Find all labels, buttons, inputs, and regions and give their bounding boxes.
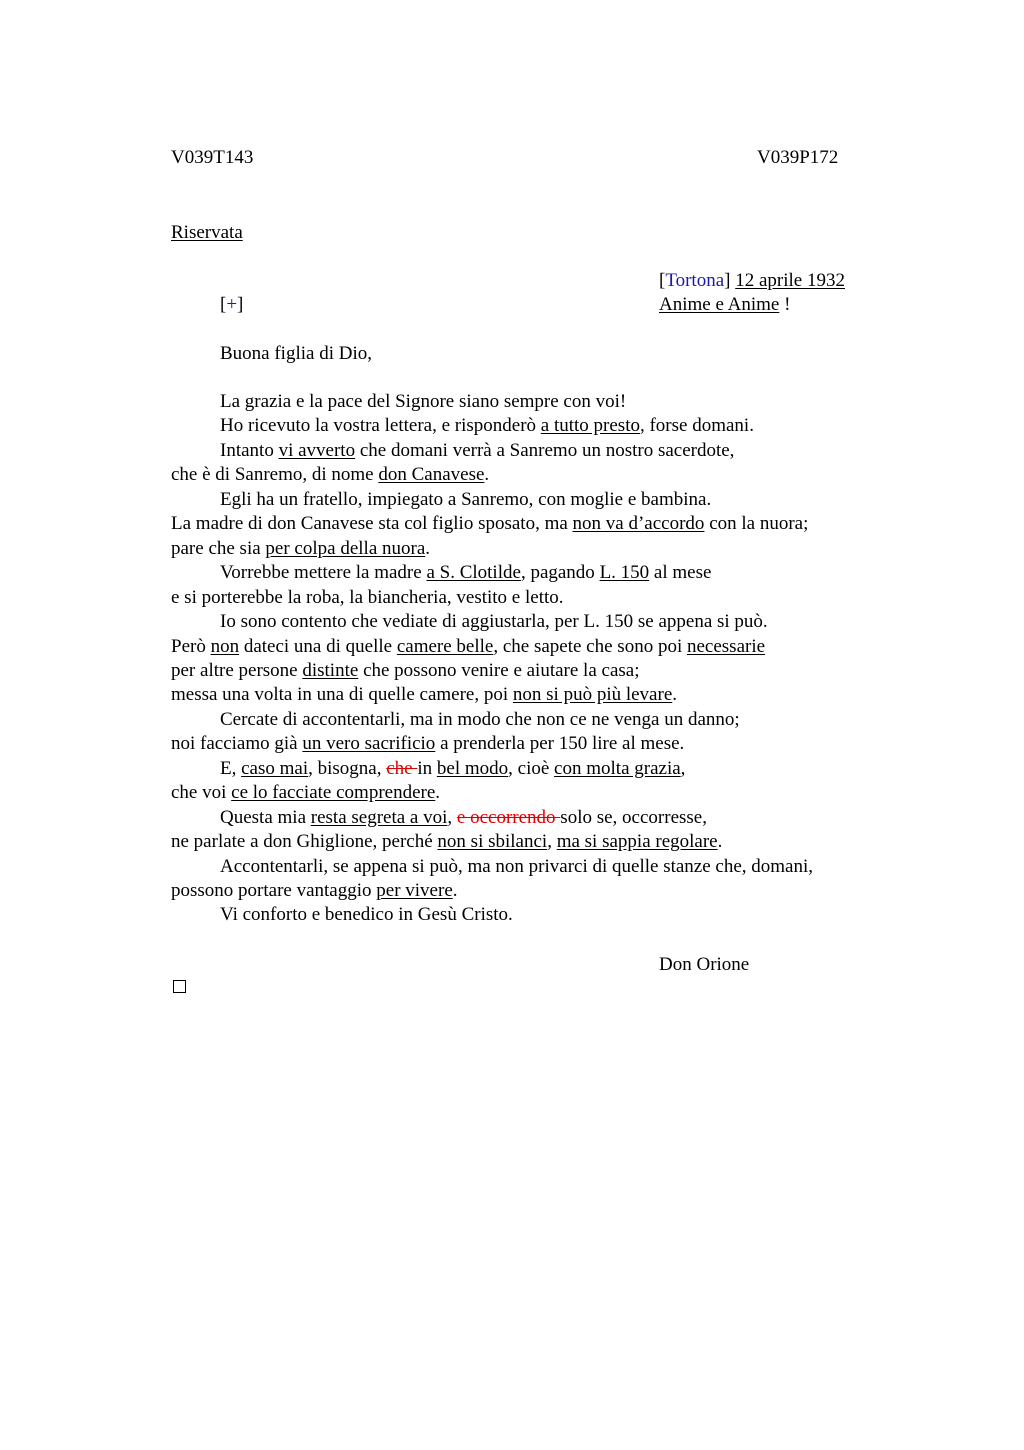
body-line (220, 708, 740, 732)
text-segment: a prenderla per 150 lire al mese. (435, 733, 685, 755)
place-name: Tortona (665, 270, 725, 291)
body-line (171, 683, 677, 707)
text-segment: E, (220, 757, 242, 779)
body-line (171, 635, 765, 659)
underlined-text: con molta grazia (554, 757, 681, 779)
text-segment: . (484, 464, 490, 486)
underlined-text: un vero sacrificio (302, 733, 436, 755)
text-segment: noi facciamo già (171, 733, 303, 755)
underlined-text: distinte (302, 659, 359, 681)
motto: Anime e Anime ! (659, 294, 791, 315)
text-segment: Intanto (220, 439, 279, 461)
text-segment: Egli ha un fratello, impiegato a Sanremo, con moglie e bambina. (220, 488, 712, 510)
text-segment: dateci una di quelle (239, 635, 397, 657)
underlined-text: non si sbilanci (437, 831, 548, 853)
body-line (171, 659, 640, 683)
underlined-text: L. 150 (599, 562, 650, 584)
text-segment: Vorrebbe mettere la madre (220, 562, 427, 584)
text-segment: per altre persone (171, 659, 303, 681)
text-segment: Ho ricevuto la vostra lettera, e risponderò (220, 415, 541, 437)
underlined-text: resta segreta a voi (310, 806, 448, 828)
body-line (220, 414, 754, 438)
body-line (220, 806, 707, 830)
text-segment: , pagando (520, 562, 600, 584)
text-segment: . (672, 684, 677, 706)
text-segment: Però (171, 635, 211, 657)
body-line (171, 463, 489, 487)
text-segment: , bisogna, (308, 757, 387, 779)
letter-date: 12 aprile 1932 (735, 270, 845, 291)
body-line (171, 537, 430, 561)
underlined-text: vi avverto (278, 439, 356, 461)
deleted-text: che (386, 757, 418, 779)
confidential-label: Riservata (171, 222, 243, 243)
text-segment: . (425, 537, 431, 559)
text-segment: Questa mia (220, 806, 311, 828)
underlined-text: non si può più levare (512, 684, 673, 706)
text-segment: messa una volta in una di quelle camere, poi (171, 684, 513, 706)
underlined-text: non va d’accordo (572, 513, 705, 535)
body-line (171, 732, 684, 756)
text-segment: al mese (649, 562, 712, 584)
text-segment: che domani verrà a Sanremo un nostro sacerdote, (355, 439, 735, 461)
text-segment: , (680, 757, 686, 779)
text-segment: . (435, 782, 441, 804)
place-date: [Tortona] 12 aprile 1932 (659, 270, 845, 291)
text-segment: La grazia e la pace del Signore siano sempre con voi! (220, 391, 627, 412)
body-line (171, 830, 722, 854)
end-marker (173, 980, 186, 993)
text-segment: con la nuora; (704, 513, 809, 535)
underlined-text: camere belle (396, 635, 494, 657)
text-segment: che è di Sanremo, di nome (171, 464, 379, 486)
text-segment: Cercate di accontentarli, ma in modo che non ce ne venga un danno; (220, 708, 740, 730)
text-segment: , che sapete che sono poi (493, 635, 687, 657)
salutation: Buona figlia di Dio, (220, 343, 372, 364)
text-segment: e si porterebbe la roba, la biancheria, vestito e letto. (171, 586, 564, 608)
text-segment: Io sono contento che vediate di aggiustarla, per L. 150 se appena si può. (220, 611, 768, 633)
underlined-text: don Canavese (378, 464, 485, 486)
body-line (171, 781, 440, 805)
underlined-text: ma si sappia regolare (556, 831, 718, 853)
body-line (220, 561, 711, 585)
underlined-text: per vivere (376, 880, 453, 901)
underlined-text: caso mai (241, 757, 309, 779)
text-segment: possono portare vantaggio (171, 880, 377, 901)
deleted-text: e occorrendo (456, 806, 561, 828)
text-segment: . (717, 831, 723, 853)
underlined-text: necessarie (686, 635, 766, 657)
text-segment: pare che sia (171, 537, 266, 559)
text-segment: in (417, 757, 437, 779)
underlined-text: per colpa della nuora (265, 537, 426, 559)
text-segment: che voi (171, 782, 232, 804)
body-line (220, 390, 626, 414)
body-line (220, 757, 685, 781)
underlined-text: a S. Clotilde (426, 562, 521, 584)
cross-mark: [+] (220, 294, 244, 315)
text-segment: , (447, 806, 457, 828)
body-line (171, 586, 564, 610)
signature: Don Orione (659, 954, 750, 975)
underlined-text: a tutto presto (540, 415, 640, 437)
body-line (171, 512, 808, 536)
body-line (220, 488, 711, 512)
text-segment: La madre di don Canavese sta col figlio sposato, ma (171, 513, 573, 535)
text-segment: solo se, occorresse, (560, 806, 707, 828)
document-code-right: V039P172 (757, 147, 839, 168)
underlined-text: non (210, 635, 240, 657)
body-line (220, 439, 734, 463)
text-segment: Accontentarli, se appena si può, ma non privarci di quelle stanze che, domani, (220, 855, 814, 877)
text-segment: ne parlate a don Ghiglione, perché (171, 831, 438, 853)
text-segment: , forse domani. (639, 415, 754, 437)
document-code-left: V039T143 (171, 147, 254, 168)
body-line (171, 879, 458, 903)
body-line (220, 610, 768, 634)
text-segment: che possono venire e aiutare la casa; (358, 659, 640, 681)
underlined-text: ce lo facciate comprendere (231, 782, 436, 804)
text-segment: . (452, 880, 458, 901)
text-segment: Vi conforto e benedico in Gesù Cristo. (220, 904, 513, 926)
text-segment: , (547, 831, 557, 853)
body-line (220, 855, 813, 879)
text-segment: , cioè (508, 757, 555, 779)
underlined-text: bel modo (436, 757, 509, 779)
body-line (220, 903, 513, 927)
